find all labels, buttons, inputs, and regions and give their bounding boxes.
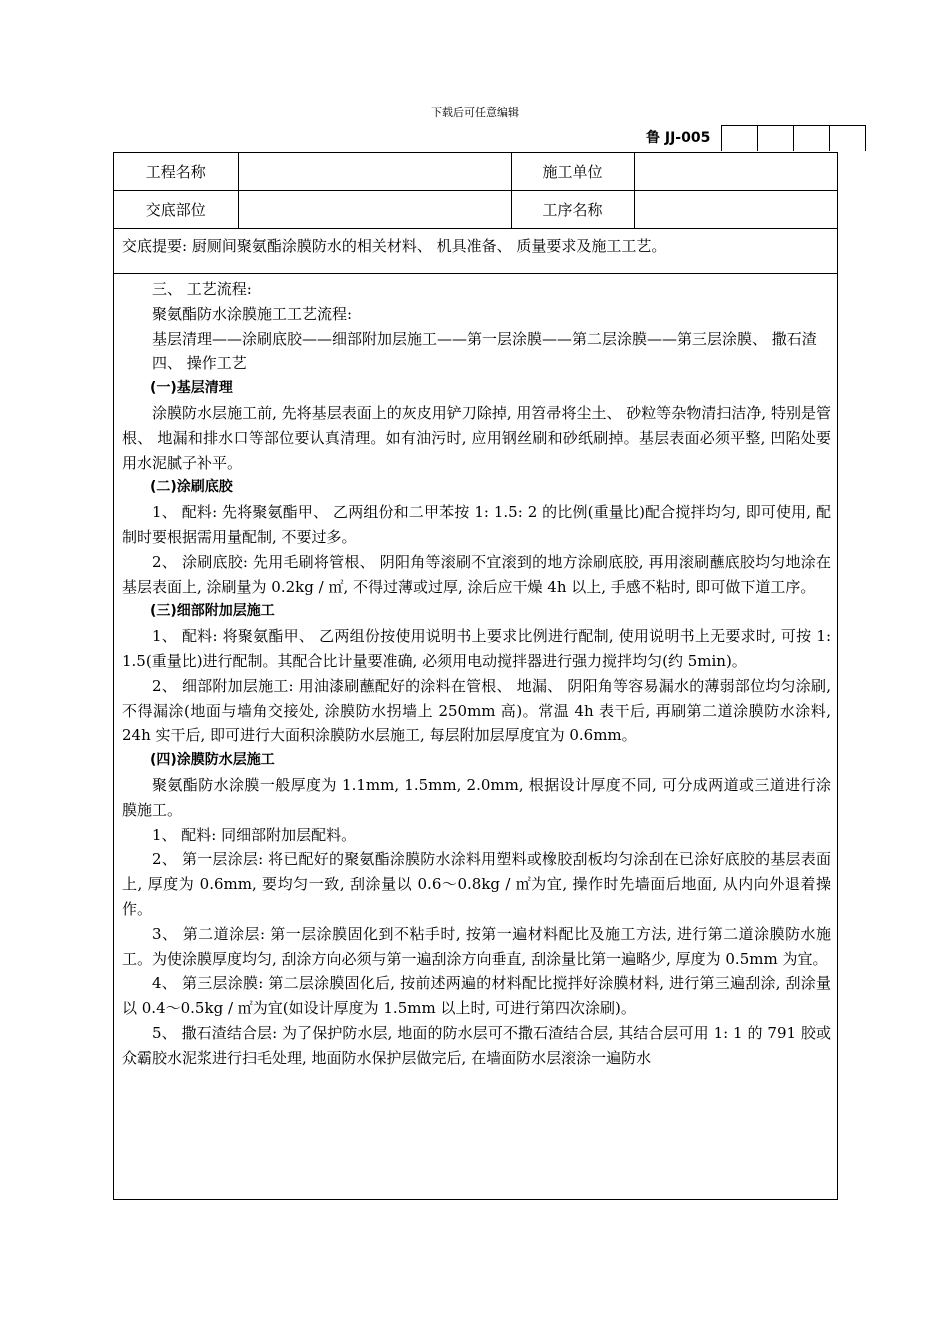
paragraph: 聚氨酯防水涂膜施工工艺流程:	[152, 304, 353, 323]
code-box-2	[757, 125, 794, 151]
process-field[interactable]	[634, 191, 838, 229]
form-code-row	[640, 125, 866, 152]
summary: 交底提要: 厨厕间聚氨酯涂膜防水的相关材料、 机具准备、 质量要求及施工工艺。	[114, 229, 837, 274]
section-heading: (一)基层清理	[150, 380, 233, 397]
contractor-field[interactable]	[634, 153, 838, 191]
content-body	[114, 274, 837, 1071]
section-heading: (四)涂膜防水层施工	[150, 752, 275, 769]
info-row-2	[114, 191, 838, 229]
info-row-1	[114, 153, 838, 191]
contractor-label: 施工单位	[511, 153, 634, 191]
paragraph: 聚氨酯防水涂膜一般厚度为 1.1mm, 1.5mm, 2.0mm, 根据设计厚度不同, 可分成两道或三道进行涂膜施工。	[122, 775, 831, 819]
paragraph: 四、 操作工艺	[152, 354, 247, 373]
form-code: 鲁 JJ-005	[646, 130, 711, 146]
process-label: 工序名称	[511, 191, 634, 229]
header-note: 下载后可任意编辑	[431, 106, 519, 119]
section-heading: (二)涂刷底胶	[150, 479, 233, 496]
paragraph: 三、 工艺流程:	[152, 280, 252, 298]
project-name-label: 工程名称	[114, 153, 238, 191]
paragraph: 3、 第二道涂层: 第一层涂膜固化到不粘手时, 按第一遍材料配比及施工方法, 进行第二道涂膜防水施工。为使涂膜厚度均匀, 刮涂方向必须与第一遍刮涂方向垂直, 刮涂量比第一遍略少, 厚度为 0.5mm 为宜。	[122, 924, 831, 968]
paragraph: 2、 涂刷底胶: 先用毛刷将管根、 阴阳角等滚刷不宜滚到的地方涂刷底胶, 再用滚刷蘸底胶均匀地涂在基层表面上, 涂刷量为 0.2kg / ㎡, 不得过薄或过厚, 涂后应干燥 4h 以上, 手感不粘时, 即可做下道工序。	[122, 552, 831, 596]
code-box-3	[793, 125, 830, 151]
paragraph: 涂膜防水层施工前, 先将基层表面上的灰皮用铲刀除掉, 用笤帚将尘土、 砂粒等杂物清扫洁净, 特别是管根、 地漏和排水口等部位要认真清理。如有油污时, 应用钢丝刷和砂纸刷掉。基层表面必须平整, 凹陷处要用水泥腻子补平。	[122, 403, 831, 472]
paragraph: 2、 细部附加层施工: 用油漆刷蘸配好的涂料在管根、 地漏、 阴阳角等容易漏水的薄弱部位均匀涂刷, 不得漏涂(地面与墙角交接处, 涂膜防水拐墙上 250mm 高)。常温 4h 表干后, 再刷第二道涂膜防水涂料, 24h 实干后, 即可进行大面积涂膜防水层施工, 每层附加层厚度宜为 0.6mm。	[122, 676, 831, 745]
project-name-field[interactable]	[238, 153, 511, 191]
paragraph: 基层清理——涂刷底胶——细部附加层施工——第一层涂膜——第二层涂膜——第三层涂膜、 撒石渣	[152, 329, 817, 348]
disclosure-form	[113, 152, 838, 1200]
location-field[interactable]	[238, 191, 511, 229]
code-box-4	[829, 125, 866, 151]
paragraph: 4、 第三层涂膜: 第二层涂膜固化后, 按前述两遍的材料配比搅拌好涂膜材料, 进行第三遍刮涂, 刮涂量以 0.4～0.5kg / ㎡为宜(如设计厚度为 1.5mm 以上时, 可进行第四次涂刷)。	[122, 974, 831, 1018]
code-box-1	[721, 125, 758, 151]
paragraph: 5、 撒石渣结合层: 为了保护防水层, 地面的防水层可不撒石渣结合层, 其结合层可用 1: 1 的 791 胶或众霸胶水泥浆进行扫毛处理, 地面防水保护层做完后, 在墙面防水层滚涂一遍防水	[122, 1023, 831, 1067]
info-table	[114, 153, 838, 229]
section-heading: (三)细部附加层施工	[150, 603, 275, 620]
paragraph: 1、 配料: 同细部附加层配料。	[152, 825, 357, 844]
paragraph: 1、 配料: 先将聚氨酯甲、 乙两组份和二甲苯按 1: 1.5: 2 的比例(重量比)配合搅拌均匀, 即可使用, 配制时要根据需用量配制, 不要过多。	[122, 503, 831, 546]
paragraph: 1、 配料: 将聚氨酯甲、 乙两组份按使用说明书上要求比例进行配制, 使用说明书上无要求时, 可按 1: 1.5(重量比)进行配制。其配合比计量要准确, 必须用电动搅拌器进行强力搅拌均匀(约 5min)。	[122, 627, 831, 670]
location-label: 交底部位	[114, 191, 238, 229]
paragraph: 2、 第一层涂层: 将已配好的聚氨酯涂膜防水涂料用塑料或橡胶刮板均匀涂刮在已涂好底胶的基层表面上, 厚度为 0.6mm, 要均匀一致, 刮涂量以 0.6～0.8kg / ㎡为宜, 操作时先墙面后地面, 从内向外退着操作。	[122, 850, 831, 918]
